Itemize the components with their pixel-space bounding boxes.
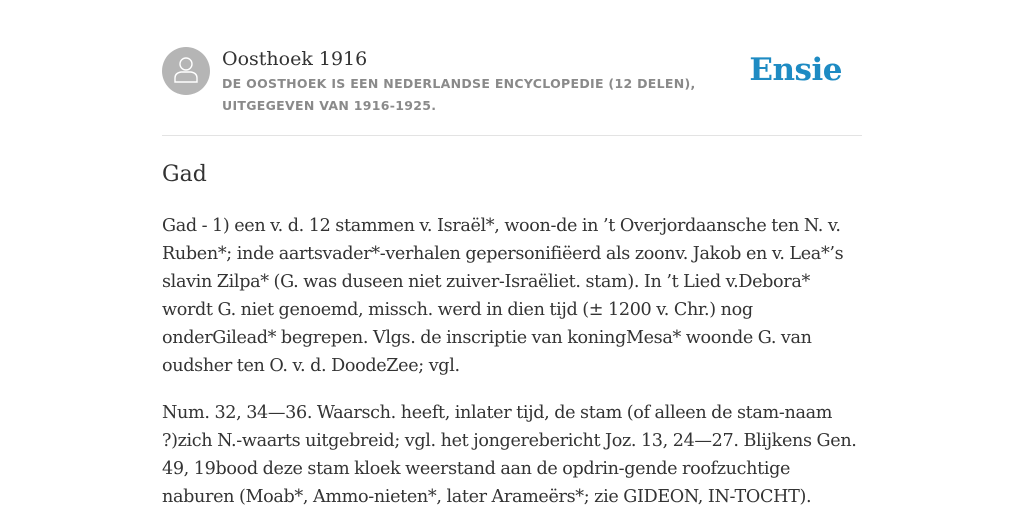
brand-logo[interactable]: Ensie (749, 52, 842, 88)
source-description: DE OOSTHOEK IS EEN NEDERLANDSE ENCYCLOPEDIE (12 DELEN), UITGEGEVEN VAN 1916-1925. (222, 76, 696, 113)
article-body (162, 212, 862, 530)
user-icon (172, 54, 200, 88)
article-paragraph: Gad - 1) een v. d. 12 stammen v. Israël*, woon-de in ’t Overjordaansche ten N. v. Ruben*; inde aartsvader*-verhalen gepersonifiëerd als zoonv. Jakob en v. Lea*’s slavin Zilpa* (G. was duseen niet zuiver-Israëliet. stam). In ’t Lied v.Debora* wordt G. niet genoemd, missch. werd in dien tijd (± 1200 v. Chr.) nog onderGilead* begrepen. Vlgs. de inscriptie van koningMesa* woonde G. van oudsher ten O. v. d. DoodeZee; vgl. (162, 216, 844, 376)
source-header (162, 0, 862, 136)
page (162, 0, 862, 507)
avatar[interactable] (162, 47, 210, 95)
source-title[interactable]: Oosthoek 1916 (222, 48, 368, 70)
article-paragraph: Num. 32, 34—36. Waarsch. heeft, inlater tijd, de stam (of alleen de stam-naam ?)zich N.-waarts uitgebreid; vgl. het jongerebericht Joz. 13, 24—27. Blijkens Gen. 49, 19bood deze stam kloek weerstand aan de opdrin-gende roofzuchtige naburen (Moab*, Ammo-nieten*, later Arameërs*; zie GIDEON, IN-TOCHT). (162, 403, 857, 507)
page-title: Gad (162, 162, 207, 187)
